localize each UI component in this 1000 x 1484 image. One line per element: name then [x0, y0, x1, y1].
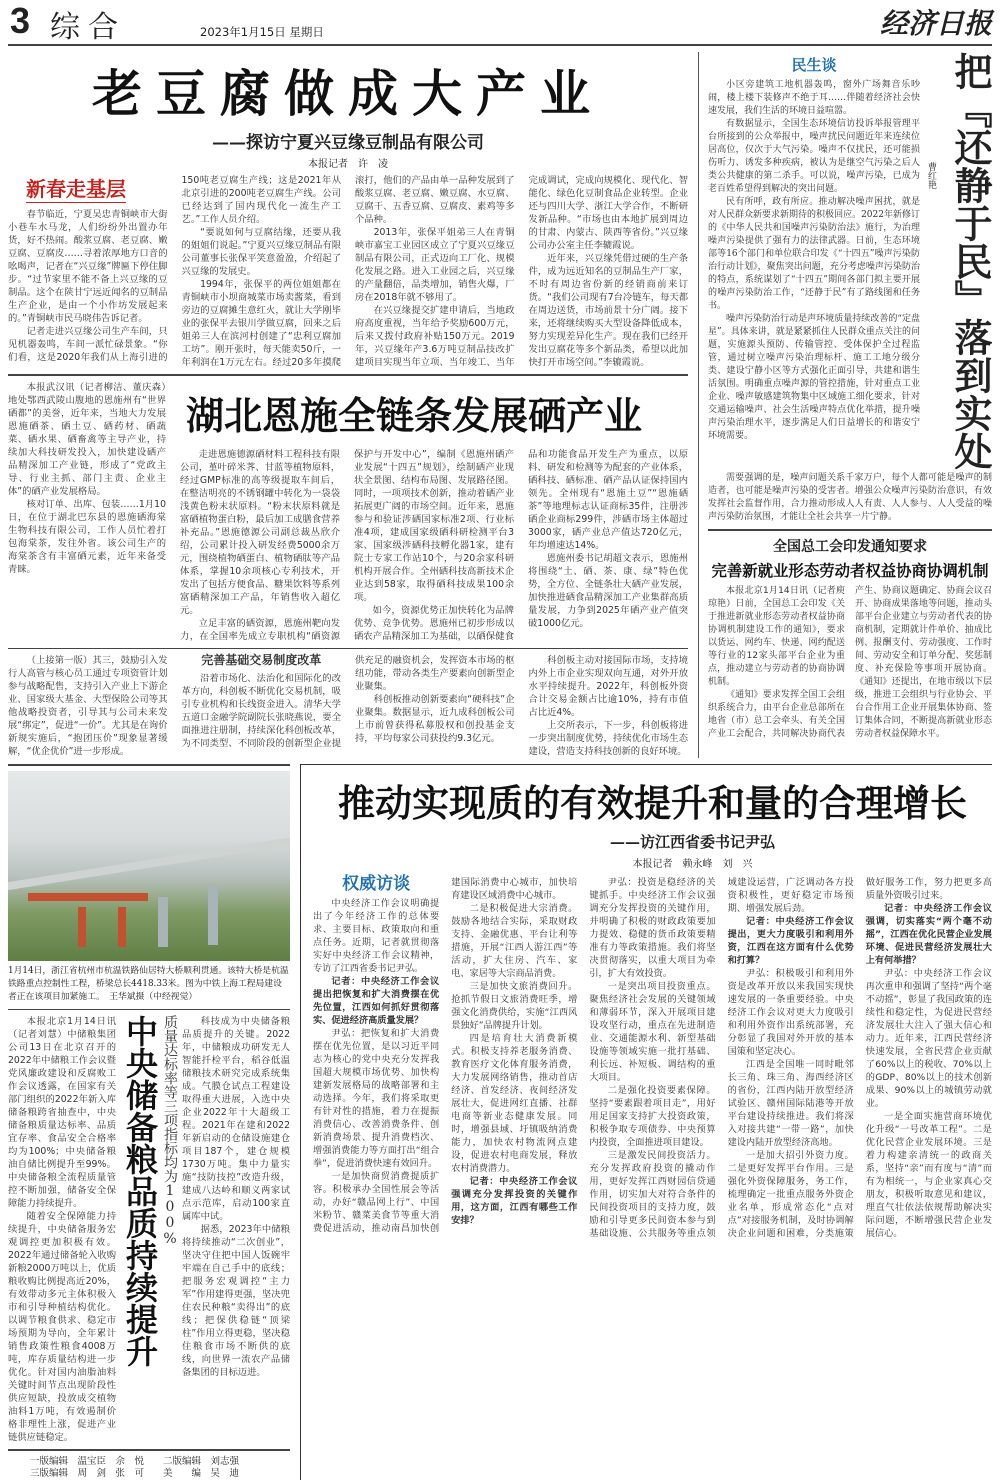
photo-credit: 王华斌摄（中经视觉） [109, 991, 198, 1002]
column-section [708, 52, 992, 470]
paragraph: 中央经济工作会议明确提出了今年经济工作的总体要求、主要目标、政策取向和重点任务。近期，记者就贯彻落实好中央经济工作会议精神，专访了江西省委书记尹弘。 [313, 898, 440, 974]
paragraph: 记者：中央经济工作会议强调充分发挥投资的关键作用，这方面，江西有哪些工作安排？ [451, 1176, 578, 1226]
article4-title: 完善新就业形态劳动者权益协商协调机制 [711, 561, 989, 580]
section-name: 综合 [50, 10, 126, 45]
article3-subhead: 完善基础交易制度改革 [201, 653, 322, 667]
paragraph: 记者：中央经济工作会议提出，更大力度吸引和利用外资，江西在这方面有什么优势和打算？ [727, 916, 854, 966]
divider [708, 529, 992, 531]
editors-line-2: 三版编辑 周 剑 张 可 美 编 吴 迪 [30, 1468, 240, 1479]
paragraph: 一是加快商贸消费提质扩容。积极承办全国性展会等活动，办好“赣品网上行”、中国米粉节、赣菜美食节等重大消费促进活动，推动南昌加快创建国际消费中心城市，加快培育建设区域消费中心城市。 [313, 877, 578, 1234]
top-right [698, 52, 992, 758]
page-header [8, 0, 992, 46]
interview-label: 权威访谈 [342, 874, 411, 894]
bottom-section [8, 764, 992, 1480]
column-body-bottom [708, 472, 992, 524]
article5-heading [122, 1015, 176, 1444]
paragraph: 科创板推动创新要素向“硬科技”企业聚集。数据显示，近九成科创板公司上市前曾获得私募股权和创投基金支持，平均每家公司获投约9.3亿元。 [355, 694, 515, 744]
paragraph: 四是培育壮大消费新模式。积极支持养老服务消费、教育医疗文化体育服务消费，大力发展网络销售，推动首店经济、首发经济、夜间经济发展壮大，促进网红直播、社群电商等新业态健康发展。同时，增强县域、圩镇吸纳消费能力，加快农村物流网点建设，促进农村电商发展，释放农村消费潜力。 [451, 1033, 578, 1174]
paragraph: （上接第一版）其三，鼓励引入发行人高管与核心员工通过专项资管计划参与战略配售，支持引入产业上下游企业、国家级大基金、大型保险公司等其他战略投资者，引导其与公司未来发展“绑定”，促进“一价”。尤其是在询价新规实施后，“抱团压价”现象显著缓解，“优企优价”进一步形成。 [8, 655, 168, 757]
article1-body [8, 174, 688, 369]
article1-byline: 本报记者 许 凌 [308, 159, 388, 170]
paragraph: 如今，资源优势正加快转化为品牌优势、竞争优势。恩施州已初步形成以硒农产品精深加工为基础，以硒保健食品和功能食品开发生产为重点，以原料、研发和检测等为配套的产业体系，硒科技、硒标准、硒产品认证保持国内领先。全州现有“恩施土豆”“恩施硒茶”等地理标志认证商标35件，注册涉硒企业商标299件，涉硒市场主体超过3000家，硒产业总产值达720亿元，年均增速达14%。 [354, 448, 688, 642]
paragraph: 核对订单、出库、包装……1月10日，在位于湖北巴东县的恩施硒海棠生物科技有限公司，工作人员忙着打包海棠茶，发往外省。该公司生产的海棠茶含有丰富硒元素，近年来备受青睐。 [8, 498, 166, 575]
article2-body-left [8, 381, 166, 643]
paragraph: 民有所呼，政有所应。推动解决噪声困扰，就是对人民群众新要求新期待的积极回应。2022年新修订的《中华人民共和国噪声污染防治法》施行，为治理噪声污染提供了强有力的法律武器。日前，生态环境部等16个部门和单位联合印发《“十四五”噪声污染防治行动计划》，聚焦突出问题，充分考虑噪声污染防治的特点，系统谋划了“十四五”期间各部门拟主要开展的噪声污染防治工作，“还静于民”有了路线图和任务书。 [708, 197, 920, 311]
article1-title: 老豆腐做成大产业 [92, 65, 604, 123]
article5-body-left [8, 1015, 116, 1444]
paragraph: 本报北京1月14日讯（记者刘慧）中储粮集团公司13日在北京召开的2022年中储粮工作会议暨党风廉政建设和反腐败工作会议透露，在国家有关部门组织的2022年新入库储备粮跨省抽查中，中央储备粮质量达标率、品质宜存率、食品安全合格率均为100%；中央储备粮油自储比例提升至99%。中央储备粮全流程质量管控不断加强，储备安全保障能力持续提升。 [8, 1016, 116, 1209]
paragraph: 有数据显示，全国生态环境信访投诉举报管理平台所接到的公众举报中，噪声扰民问题近年来连续位居高位，仅次于大气污染。噪声不仅扰民，还可能损伤听力、诱发多种疾病，被认为是继空气污染之后人类公共健康的第二杀手。可以说，噪声污染，已成为老百姓希望得到解决的突出问题。 [708, 119, 920, 194]
paragraph: 上交所表示，下一步，科创板将进一步突出制度优势，持续优化市场生态建设，营造支持科技创新的良好环境。 [528, 720, 688, 757]
paragraph: 据悉，2023年中储粮将持续推动“二次创业”，坚决守住把中国人饭碗牢牢端在自己手中的底线；把服务宏观调控“主力军”作用建得更强，坚决兜住农民种粮“卖得出”的底线；把保供稳链“顶梁柱”作用立得更稳，坚决稳住粮食市场不断供的底线，向世界一流农产品储备集团的目标迈进。 [182, 1224, 290, 1378]
newspaper-logo: 经济日报 [879, 7, 992, 40]
article4-kicker: 全国总工会印发通知要求 [773, 538, 927, 555]
paragraph: 在兴豆缘提交扩建申请后，当地政府高度重视，当年给予奖励600万元，后来又拨付政府补贴150万元。2019年，兴豆缘年产3.6万吨豆制品技改扩建项目实现当年立项、当年竣工、当年完成调试，完成向规模化、现代化、智能化、绿色化豆制食品企业转型。企业还与四川大学、浙江大学合作，不断研发新品种。“市场也由本地扩展到周边的甘肃、内蒙古、陕西等省份。”兴豆缘公司办公室主任李辘霞说。 [355, 175, 688, 368]
paragraph: 三是激发民间投资活力。充分发挥政府投资的撬动作用，更好发挥江西财园信贷通作用，切实加大对符合条件的民间投资项目的支持力度，鼓励和引导更多民间资本参与到基础设施、公共服务等重点领域建设运营，广泛调动各方投资积极性，更好稳定市场预期、增强发展后劲。 [589, 877, 854, 1239]
paragraph: 走进恩施德源硒材料工程科技有限公司，堇叶碎米荠、甘蓝等植物原料，经过GMP标准的高等级提取车间后，在整洁明亮的不锈钢罐中转化为一袋袋浅黄色粉末状原料。“粉末状原料就是富硒植物蛋白粉，最后加工成膳食营养补充品。”恩施德源公司副总裁丛欣介绍，公司累计投入研发经费5000余万元，围绕植物硒蛋白、植物硒肽等产品体系，掌握10余项核心专利技术，开发出了包括方便食品、糖果饮料等系列富硒精深加工产品，年销售收入超亿元。 [180, 448, 340, 616]
paragraph: 近年来，兴豆缘凭借过硬的生产条件，成为远近知名的豆制品生产厂家，不时有周边省份新的经销商前来订货。“我们公司现有7台冷链车，每天都在周边送货，市场前景十分广阔。接下来，还将继续购买大型设备降低成本，努力实现差异化生产。现在我们已经开发出豆腐花等多个新品类，希望以此加快打开市场空间。”李辘霞说。 [528, 253, 688, 368]
editors-line-1: 一版编辑 温宝臣 佘 悦 二版编辑 刘志强 [30, 1456, 240, 1467]
paragraph: 噪声污染防治行动是声环境质量持续改善的“定盘星”。具体来讲，就是紧紧抓住人民群众重点关注的问题，实施源头预防、传输管控、受体保护全过程监管，通过树立噪声污染治理标杆、施工工地分级分类、建设宁静小区等方式强化正面引导，共建和谐生活氛围。明确重点噪声源的管控措施，针对重点工业企业、噪声敏感建筑物集中区域施工细化要求，针对交通运输噪声、社会生活噪声特点优化举措，提升噪声污染治理水平，逐步满足人们日益增长的和谐安宁环境需要。 [708, 314, 920, 441]
paragraph: 二是积极促进大宗消费。鼓励各地结合实际，采取财政支持、金融优惠、平台让利等措施，开展“江西人游江西”等活动，扩大住房、汽车、家电、家居等大宗商品消费。 [451, 903, 578, 979]
article5-deck: 质量达标率等三项指标均为100% [162, 1015, 178, 1247]
top-left [8, 52, 698, 758]
page-number: 3 [10, 0, 31, 41]
article5-body-right [182, 1015, 290, 1444]
article6-frame [300, 764, 992, 1480]
paragraph: 1994年，张保平的两位姐姐都在青铜峡市小坝商城菜市场卖酱菜，看到旁边的豆腐摊生意红火，就让大学刚毕业的张保平去银川学做豆腐，回来之后姐弟三人在滨河村创建了“忠利豆腐加工坊”。刚开张时，每天能卖50斤，一年利润在1万元左右。经过20多年摸爬滚打，他们的产品由单一品种发展到了酸浆豆腐、老豆腐、嫩豆腐、水豆腐、豆腐干、五香豆腐、豆腐皮、素鸡等多个品种。 [181, 175, 515, 368]
article5-title: 中央储备粮品质持续提升 [121, 1015, 159, 1367]
paragraph: 一是全面实施营商环境优化升级“一号改革工程”。二是优化民营企业发展环境。三是着力构建亲清统一的政商关系，坚持“亲”而有度与“清”而有为相统一，与企业家真心交朋友，积极听取意见和建议，理直气壮依法依规帮助解决实际问题，不断增强民营企业发展信心。 [865, 1111, 992, 1239]
column-body [708, 79, 920, 443]
column-title: 把『还静于民』落到实处 [948, 52, 992, 470]
paragraph: 记者：中央经济工作会议强调，切实落实“两个毫不动摇”，江西在优化民营企业发展环境、促进民营经济发展壮大上有何举措？ [865, 903, 992, 966]
paragraph: 科技成为中央储备粮品质提升的关键。2022年，中储粮成功研发无人智能扦检平台，稻谷低温储粮技术研究完成系统集成。气膜仓试点工程建设取得重大进展，入选中央企业2022年十大超级工程。2021年在建和2022年新启动的仓储设施建仓项目187个，建仓规模1730万吨。集中力量实施“技防技控”改造升级，建成八达岭和顺义两家试点示范库，启动100家直属库中试。 [182, 1016, 290, 1222]
article2-main [180, 381, 688, 643]
column-label: 民生谈 [791, 56, 837, 74]
article2-body [180, 448, 688, 643]
paragraph: 立足丰富的硒资源，恩施州靶向发力，在全国率先成立专职机构“硒资源保护与开发中心”，编制《恩施州硒产业发展“十四五”规划》，绘制硒产业现状全景图、结构布局图、发展路径图。同时，一项项技术创新，推动着硒产业拓展更广阔的市场空间。近年来，恩施参与和验证涉硒国家标准2项、行业标准4项，建成国家级硒科研检测平台3家、国家级涉硒科技孵化器1家，建有院士专家工作站10个，与20余家科研机构开展合作。全州硒科技高新技术企业达到58家，取得硒科技成果100余项。 [180, 448, 514, 642]
paragraph: 记者走进兴豆缘公司生产车间，只见机器轰鸣，车间一派忙碌景象。“你们看，这是2020年我们从上海引进的150吨老豆腐生产线；这是2021年从北京引进的200吨老豆腐生产线。公司已经达到了国内现代化一流生产工艺。”工作人员介绍。 [8, 175, 341, 363]
article3-body [8, 654, 688, 758]
article4-body [708, 585, 992, 741]
issue-date: 2023年1月15日 星期日 [200, 25, 324, 39]
paragraph: 沿着市场化、法治化和国际化的改革方向，科创板不断优化交易机制，吸引专业机构和长线资金进入。清华大学五道口金融学院副院长张晓燕说，要全面推进注册制，持续深化科创板改革，为不同类型、不同阶段的创新型企业提供充足的融资机会，发挥资本市场的枢纽功能，带动各类生产要素向创新型企业聚集。 [181, 655, 515, 749]
new-spring-badge: 新春走基层 [26, 177, 126, 201]
divider [8, 648, 688, 650]
article2-title: 湖北恩施全链条发展硒产业 [186, 392, 643, 438]
paragraph: 一是加大招引外资力度。二是更好发挥平台作用。三是强化外资保障服务，务工作，梳理确定一批重点服务外资企业名单，形成常态化“点对点”对接服务机制，及时协调解决企业问题和困难，分类施策做好服务工作，努力把更多高质量外资吸引过来。 [727, 877, 992, 1239]
article5 [8, 1015, 290, 1444]
paragraph: 尹弘：中央经济工作会议再次重申和强调了坚持“两个毫不动摇”，彰显了我国政策的连续性和稳定性，为促进民营经济发展壮大注入了强大信心和动力。近年来，江西民营经济快速发展，全省民营企业贡献了60%以上的税收、70%以上的GDP、80%以上的技术创新成果、90%以上的城镇劳动就业。 [865, 968, 992, 1109]
caption-text: 1月14日，浙江省杭州市杭温铁路仙居特大桥顺利贯通。该特大桥是杭温铁路重点控制性工程，桥梁总长4418.33米。图为中铁上海工程局建设者正在该项目加紧施工。 [8, 965, 289, 1002]
article1-subtitle: ——探访宁夏兴豆缘豆制品有限公司 [212, 133, 484, 153]
article6-title: 推动实现质的有效提升和量的合理增长 [338, 782, 967, 825]
divider [8, 374, 688, 376]
column-author: 曹红艳 [926, 162, 936, 189]
paragraph: 本报武汉讯（记者柳洁、董庆森）地处鄂西武陵山腹地的恩施州有“世界硒都”的美誉，近年来，当地大力发展恩施硒茶、硒土豆、硒药材、硒蔬菜、硒水果、硒畜禽等主导产业，持续加大科技研发投入，加快建设硒产品精深加工产业链，形成了“党政主导、行业主抓、部门主责、企业主体”的硒产业发展格局。 [8, 381, 166, 497]
paragraph: 三是加快文旅消费回升。抢抓节假日文旅消费旺季，增强文化消费供给，实施“江西风景独好”品牌提升计划。 [451, 981, 578, 1031]
paragraph: 本报北京1月14日讯（记者庾琼艳）日前，全国总工会印发《关于推进新就业形态劳动者权益协商协调机制建设工作的通知》，要求以货运、网约车、快递、网约配送等行业的12家头部平台企业为重点，推动建立与劳动者的协商协调机制。 [708, 585, 845, 687]
paragraph: 恩施州委书记胡超文表示，恩施州将围绕“土、硒、茶、康、绿”特色优势，全方位、全链条壮大硒产业发展，加快推进硒食品精深加工产业集群高质量发展，力争到2025年硒产业产值突破1000亿元。 [528, 552, 688, 629]
top-section [8, 52, 992, 758]
bridge-photo [8, 771, 290, 961]
paragraph: 科创板主动对接国际市场，支持境内外上市企业实现双向互通，对外开放水平持续提升。2022年，科创板外资合计交易金额占比逾10%，持有市值占比近4%。 [528, 655, 688, 718]
paragraph: 尹弘：积极吸引和利用外资是改革开放以来我国实现快速发展的一条重要经验。中央经济工作会议对更大力度吸引和利用外资作出系统部署，充分彰显了我国对外开放的基本国策和坚定决心。 [727, 968, 854, 1057]
paragraph: 2013年，张保平姐弟三人在青铜峡市嘉宝工业园区成立了宁夏兴豆缘豆制品有限公司，正式迈向工厂化、规模化发展之路。进入工业园之后，兴豆缘的产量翻倍，品类增加，销售火爆，厂房在2018年就不够用了。 [355, 227, 515, 303]
paragraph: 春节临近，宁夏吴忠青铜峡市大街小巷车水马龙，人们纷纷外出置办年货，好不热闹。酸浆豆腐、老豆腐、嫩豆腐、豆腐皮……寻着浓厚地方口音的吆喝声，记者在“兴豆缘”牌匾下停住脚步。“过节家里不能不备上兴豆缘的豆制品。这个在陕甘宁远近闻名的豆制品生产企业，是由一个小作坊发展起来的。”青铜峡市民马晓伟告诉记者。 [8, 209, 168, 324]
paragraph: 二是强化投资要素保障。坚持“要素跟着项目走”，用好用足国家支持扩大投资政策，积极争取专项债券、中央预算内投资，全面推进项目建设。 [589, 1085, 716, 1148]
article6-body [313, 876, 992, 1240]
paragraph: 随着安全保障能力持续提升，中央储备服务宏观调控更加积极有效。2022年通过储备轮入收购新粮2000万吨以上，优质粮收购比例提高近20%，有效带动多元主体积极入市和引导种植结构优化。以调节粮食供求、稳定市场预期为导向，全年累计销售政策性粮食4008万吨，库存质量结构进一步优化。针对国内油脂油料关键时间节点出现阶段性供应短缺，投放成交植物油料1万吨，有效遏制价格非理性上涨，促进产业链供应链稳定。 [8, 1211, 116, 1443]
article6-subtitle: ——访江西省委书记尹弘 [609, 833, 775, 851]
column-main [708, 52, 920, 470]
paragraph: 《通知》要求发挥全国工会组织系统合力，由平台企业总部所在地省（市）总工会牵头、有关全国产业工会配合，共同解决协商代表产生、协商议题确定、协商会议召开、协商成果落地等问题，推动头部平台企业建立与劳动者代表的协商机制，定期就计件单价、抽成比例、报酬支付、劳动强度、工作时间、劳动安全和订单分配、奖惩制度、补充保险等事项开展协商。《通知》还提出，在地市级以下层级，推进工会组织与行业协会、平台合作用工企业开展集体协商、签订集体合同，不断提高新就业形态劳动者权益保障水平。 [708, 585, 992, 739]
article2 [8, 381, 688, 643]
divider [8, 1449, 290, 1451]
paragraph: 记者：中央经济工作会议提出把恢复和扩大消费摆在优先位置，江西如何抓好贯彻落实、促进经济高质量发展？ [313, 976, 440, 1026]
paragraph: 尹弘：投资是稳经济的关键抓手。中央经济工作会议强调充分发挥投资的关键作用，并明确了积极的财政政策要加力提效、稳健的货币政策要精准有力等政策措施。我们将坚决贯彻落实，以重大项目为牵引，扩大有效投资。 [589, 877, 716, 979]
paragraph: “要说如何与豆腐结缘，还要从我的姐姐们说起。”宁夏兴豆缘豆制品有限公司董事长张保平笑意盈盈，介绍起了兴豆缘的发展史。 [181, 227, 341, 277]
paragraph: 小区旁建筑工地机器轰鸣，窗外广场舞音乐吵闹，楼上楼下装修声不绝于耳……伴随着经济社会快速发展，我们生活的环境日益喧嚣。 [708, 80, 920, 116]
paragraph: 一是突出项目投资重点。聚焦经济社会发展的关键领域和薄弱环节，深入开展项目建设攻坚行动，重点在先进制造业、交通能源水利、新型基础设施等领域实施一批打基础、利长远、补短板、调结构的重大项目。 [589, 981, 716, 1083]
article6-byline: 本报记者 赖永峰 刘 兴 [632, 859, 753, 870]
divider [8, 1009, 290, 1011]
divider [8, 764, 290, 766]
bottom-left [8, 764, 300, 1480]
paragraph: 尹弘：把恢复和扩大消费摆在优先位置，是以习近平同志为核心的党中央充分发挥我国超大规模市场优势、加快构建新发展格局的战略部署和主动选择。今年，我们将采取更有针对性的措施，着力在提振消费信心、改善消费条件、创新消费场景、提升消费档次、增强消费能力等方面打出“组合拳”，促进消费快速有效回升。 [313, 1028, 440, 1169]
photo-caption [8, 965, 290, 1004]
paragraph: 江西是全国唯一同时毗邻长三角、珠三角、海西经济区的省份，江西内陆开放型经济试验区、赣州国际陆港等开放平台建设持续推进。我们将深入对接共建“一带一路”，加快建设内陆开放型经济高地。 [727, 1059, 854, 1148]
paragraph: 需要强调的是，噪声问题关系千家万户，每个人都可能是噪声的制造者，也可能是噪声污染的受害者。增强公众噪声污染防治意识，有效发挥社会监督作用，合力推动形成人人有责、人人参与、人人受益的噪声污染防治氛围，才能让全社会共享一片宁静。 [708, 473, 992, 522]
